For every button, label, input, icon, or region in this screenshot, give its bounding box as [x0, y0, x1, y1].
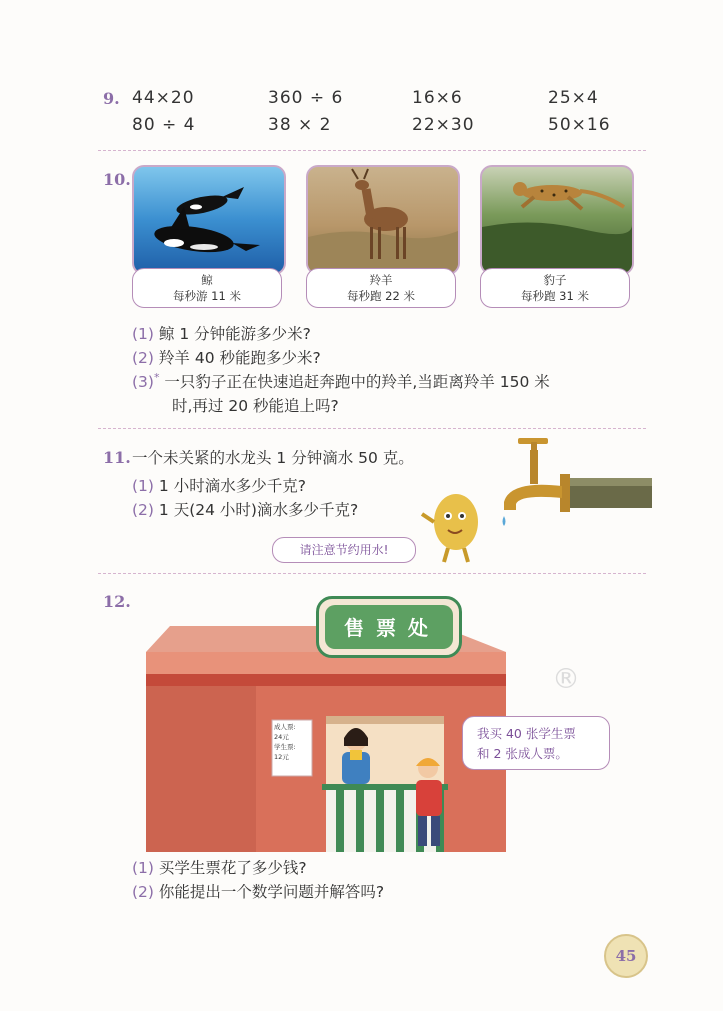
expression: 360 ÷ 6 — [268, 88, 344, 108]
animal-name: 豹子 — [543, 273, 567, 287]
antelope-label — [306, 268, 456, 308]
section-divider — [98, 428, 646, 429]
question-number-12: 12. — [103, 592, 131, 611]
animal-name: 鲸 — [201, 273, 213, 287]
antelope-photo — [306, 165, 460, 275]
expression: 44×20 — [132, 88, 195, 108]
potato-mascot-icon — [418, 486, 490, 566]
sub-question-number: (2) — [132, 501, 154, 519]
question-number-9: 9. — [103, 89, 120, 108]
expression: 22×30 — [412, 115, 475, 135]
bubble-line: 和 2 张成人票。 — [477, 746, 568, 761]
leopard-icon — [482, 167, 632, 273]
whale-photo — [132, 165, 286, 275]
student-ticket-price: 12元 — [274, 753, 289, 761]
animal-speed: 每秒跑 31 米 — [521, 289, 589, 303]
leopard-label — [480, 268, 630, 308]
question-text: 一个未关紧的水龙头 1 分钟滴水 50 克。 — [132, 449, 414, 467]
bubble-line: 我买 40 张学生票 — [477, 726, 576, 741]
adult-ticket-price: 24元 — [274, 733, 289, 741]
expression: 16×6 — [412, 88, 463, 108]
expression: 80 ÷ 4 — [132, 115, 196, 135]
registered-watermark: ® — [552, 662, 580, 695]
sub-question-3-continued: 时,再过 20 秒能追上吗? — [172, 397, 339, 415]
expression: 25×4 — [548, 88, 599, 108]
sub-question-1 — [132, 322, 311, 344]
sub-question-text: 羚羊 40 秒能跑多少米? — [158, 349, 321, 367]
adult-ticket-label: 成人票: — [274, 723, 296, 731]
section-divider — [98, 150, 646, 151]
sub-question-2 — [132, 346, 321, 368]
section-divider — [98, 573, 646, 574]
sub-question-number: (1) — [132, 325, 154, 343]
sign-text: 售票处 — [344, 616, 440, 640]
sub-question-number: (1) — [132, 859, 154, 877]
optional-star: * — [153, 370, 160, 384]
expression: 50×16 — [548, 115, 611, 135]
question-number-10: 10. — [103, 170, 131, 189]
sub-question-1 — [132, 856, 307, 878]
antelope-icon — [308, 167, 458, 273]
sub-question-2 — [132, 880, 384, 902]
sub-question-3 — [132, 370, 550, 392]
animal-name: 羚羊 — [369, 273, 393, 287]
sub-question-number: (2) — [132, 349, 154, 367]
sub-question-text: 你能提出一个数学问题并解答吗? — [158, 883, 385, 901]
expression: 38 × 2 — [268, 115, 332, 135]
question-number-11: 11. — [103, 448, 131, 467]
whale-icon — [134, 167, 284, 273]
student-ticket-label: 学生票: — [274, 743, 296, 751]
price-board — [274, 722, 310, 762]
sub-question-text: 1 小时滴水多少千克? — [158, 477, 306, 495]
leopard-photo — [480, 165, 634, 275]
sub-question-number: (3) — [132, 373, 154, 391]
sub-question-text: 鲸 1 分钟能游多少米? — [158, 325, 311, 343]
sub-question-text: 1 天(24 小时)滴水多少千克? — [158, 501, 359, 519]
faucet-icon — [490, 432, 655, 532]
sub-question-2 — [132, 498, 358, 520]
sub-question-1 — [132, 474, 306, 496]
animal-speed: 每秒跑 22 米 — [347, 289, 415, 303]
sub-question-number: (1) — [132, 477, 154, 495]
sub-question-text: 一只豹子正在快速追赶奔跑中的羚羊,当距离羚羊 150 米 — [164, 373, 550, 391]
page-number: 45 — [604, 934, 648, 978]
animal-speed: 每秒游 11 米 — [173, 289, 241, 303]
whale-label — [132, 268, 282, 308]
speech-bubble — [462, 716, 610, 770]
sub-question-text: 买学生票花了多少钱? — [158, 859, 307, 877]
sub-question-number: (2) — [132, 883, 154, 901]
speech-bubble: 请注意节约用水! — [272, 537, 416, 563]
